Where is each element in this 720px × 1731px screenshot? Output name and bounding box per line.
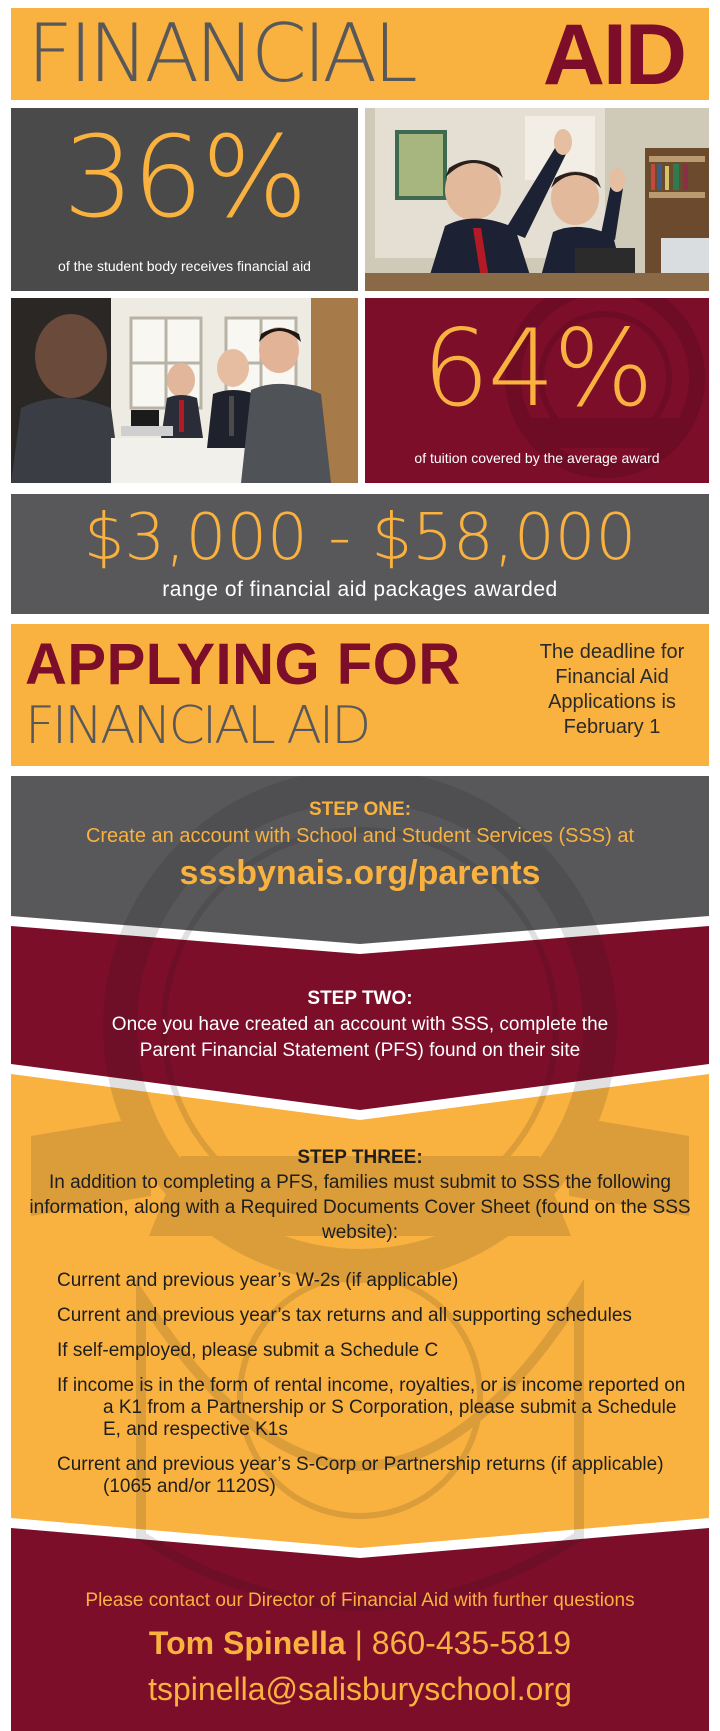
step-one-text: Create an account with School and Student Services (SSS) at — [85, 825, 635, 847]
contact-phone[interactable]: 860-435-5819 — [371, 1625, 572, 1661]
applying-title-line2: FINANCIAL AID — [25, 696, 369, 756]
stat-percent-tuition-caption: of tuition covered by the average award — [414, 450, 660, 466]
list-item: Current and previous year’s tax returns and all supporting schedules — [57, 1305, 632, 1326]
stat-tile-students — [11, 108, 358, 291]
contact-line — [11, 1620, 709, 1666]
contact-name: Tom Spinella — [148, 1625, 346, 1661]
stat-percent-students-caption: of the student body receives financial aid — [58, 258, 311, 274]
stat-percent-tuition: 64% — [422, 307, 652, 430]
stat-tile-range — [11, 494, 709, 614]
list-item: If self-employed, please submit a Schedule C — [57, 1340, 439, 1361]
step-one-heading: STEP ONE: — [308, 799, 412, 820]
classroom-photo-illustration — [365, 108, 709, 291]
deadline-text: The deadline for Financial Aid Applications is February 1 — [539, 641, 685, 738]
meeting-photo-illustration — [11, 298, 358, 483]
stat-range-caption: range of financial aid packages awarded — [162, 578, 558, 601]
applying-title-line1: APPLYING FOR — [25, 632, 461, 697]
title-aid: AID — [542, 7, 685, 103]
step-two-text: Once you have created an account with SSS, complete the Parent Financial Statement (PFS) found on their site — [111, 1014, 609, 1061]
title-financial: FINANCIAL — [27, 7, 414, 100]
stat-percent-students: 36% — [63, 113, 306, 243]
contact-email[interactable]: tspinella@salisburyschool.org — [148, 1671, 572, 1707]
contact-intro: Please contact our Director of Financial Aid with further questions — [85, 1590, 635, 1611]
applying-banner — [11, 624, 709, 766]
step-two-heading: STEP TWO: — [307, 988, 413, 1009]
stat-range: $3,000 - $58,000 — [83, 501, 637, 575]
list-item: If income is in the form of rental income, royalties, or is income reported on a K1 from a Partnership or S Corporation, please submit a Schedule E, and respective K1s — [57, 1375, 686, 1440]
step-one-link[interactable]: sssbynais.org/parents — [179, 854, 541, 892]
required-documents-list — [57, 1270, 697, 1511]
step-two — [11, 986, 709, 1064]
photo-classroom — [365, 108, 709, 291]
step-three-heading: STEP THREE: — [297, 1147, 423, 1168]
title-banner — [11, 7, 709, 103]
contact-section — [11, 1588, 709, 1712]
step-three — [11, 1146, 709, 1245]
stat-tile-tuition — [365, 298, 709, 483]
photo-meeting — [11, 298, 358, 483]
list-item: Current and previous year’s S-Corp or Partnership returns (if applicable) (1065 and/or 1120S) — [57, 1454, 664, 1497]
contact-separator: | — [354, 1625, 363, 1661]
step-one — [11, 798, 709, 896]
step-three-text: In addition to completing a PFS, families must submit to SSS the following information, along with a Required Documents Cover Sheet (found on the SSS website): — [29, 1172, 691, 1243]
list-item: Current and previous year’s W-2s (if applicable) — [57, 1270, 459, 1291]
